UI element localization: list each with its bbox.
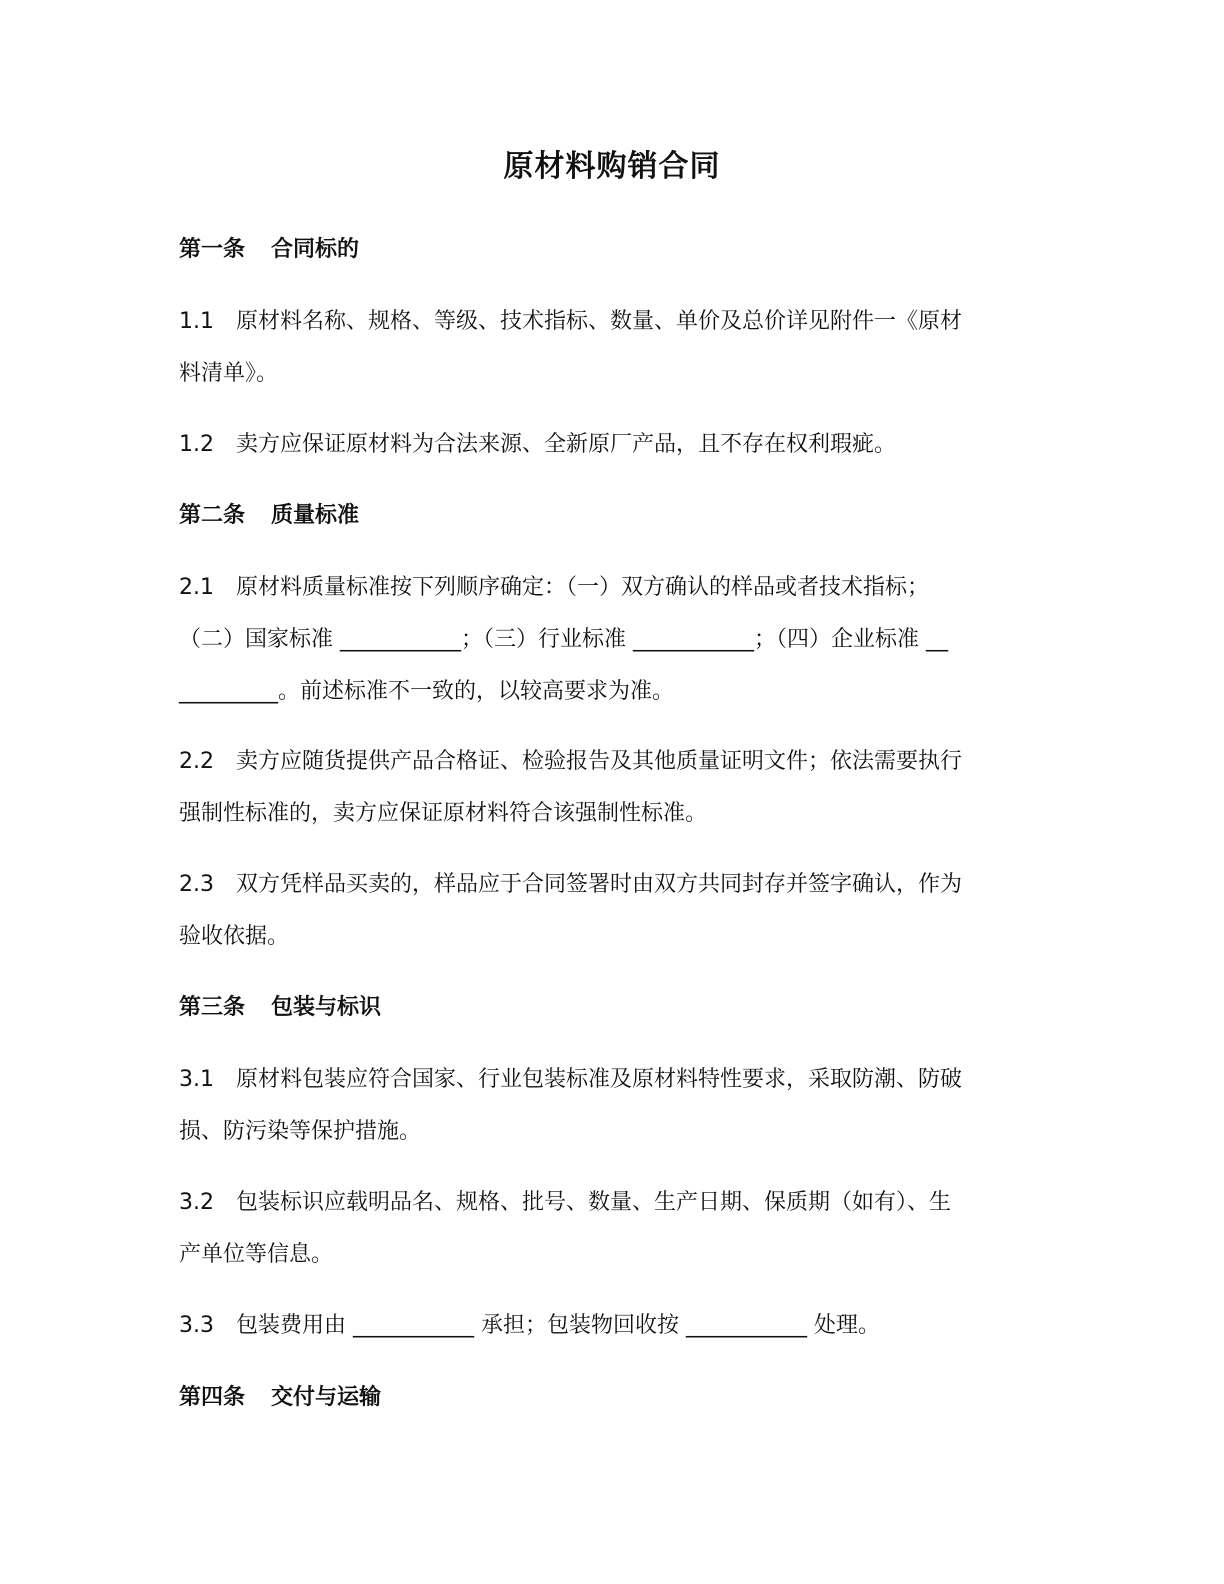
- clause-1-2: [179, 419, 1039, 471]
- clause-number: 2.3: [179, 872, 214, 897]
- clause-text: 包装标识应载明品名、规格、批号、数量、生产日期、保质期（如有）、生: [236, 1190, 952, 1215]
- clause-text: 双方凭样品买卖的，样品应于合同签署时由双方共同封存并签字确认，作为: [236, 872, 963, 897]
- clause-line: [179, 562, 1039, 614]
- clause-line: 产单位等信息。: [179, 1242, 334, 1267]
- clause-text: 原材料包装应符合国家、行业包装标准及原材料特性要求，采取防潮、防破: [236, 1067, 963, 1092]
- clause-number: 3.1: [179, 1067, 214, 1092]
- clause-line: （二）国家标准 ___________；（三）行业标准 ___________；（四）企业标准 __: [179, 627, 948, 652]
- section-title: 包装与标识: [271, 995, 382, 1020]
- document-title: 原材料购销合同: [503, 149, 721, 184]
- section-heading-2: [179, 501, 359, 531]
- section-number: 第二条: [179, 503, 246, 528]
- clause-text: 包装费用由 ___________ 承担；包装物回收按 ___________ 处理。: [236, 1313, 880, 1338]
- clause-number: 1.2: [179, 432, 214, 457]
- clause-number: 2.1: [179, 575, 214, 600]
- section-heading-1: [179, 235, 359, 265]
- section-number: 第四条: [179, 1385, 246, 1410]
- clause-1-1: [179, 296, 1039, 400]
- clause-line: 料清单》。: [179, 361, 279, 386]
- clause-line: 强制性标准的，卖方应保证原材料符合该强制性标准。: [179, 801, 708, 826]
- clause-line: [179, 1300, 1039, 1352]
- clause-text: 卖方应随货提供产品合格证、检验报告及其他质量证明文件；依法需要执行: [236, 749, 963, 774]
- section-title: 合同标的: [271, 237, 360, 262]
- clause-2-3: [179, 859, 1039, 963]
- clause-line: [179, 1054, 1039, 1106]
- clause-line: [179, 1177, 1039, 1229]
- section-number: 第一条: [179, 237, 246, 262]
- clause-number: 3.2: [179, 1190, 214, 1215]
- clause-line: [179, 296, 1039, 348]
- clause-number: 2.2: [179, 749, 214, 774]
- section-title: 质量标准: [271, 503, 360, 528]
- clause-line: _________。前述标准不一致的，以较高要求为准。: [179, 679, 675, 704]
- clause-line: [179, 419, 1039, 471]
- clause-text: 卖方应保证原材料为合法来源、全新原厂产品，且不存在权利瑕疵。: [236, 432, 897, 457]
- clause-line: 验收依据。: [179, 924, 290, 949]
- clause-line: [179, 859, 1039, 911]
- clause-2-1: [179, 562, 1039, 718]
- section-title: 交付与运输: [271, 1385, 382, 1410]
- section-number: 第三条: [179, 995, 246, 1020]
- clause-2-2: [179, 736, 1039, 840]
- section-heading-3: [179, 993, 381, 1023]
- section-heading-4: [179, 1383, 381, 1413]
- clause-line: 损、防污染等保护措施。: [179, 1119, 422, 1144]
- clause-number: 3.3: [179, 1313, 214, 1338]
- clause-3-2: [179, 1177, 1039, 1281]
- clause-text: 原材料名称、规格、等级、技术指标、数量、单价及总价详见附件一《原材: [236, 309, 963, 334]
- clause-line: [179, 736, 1039, 788]
- clause-3-1: [179, 1054, 1039, 1158]
- clause-3-3: [179, 1300, 1039, 1352]
- clause-text: 原材料质量标准按下列顺序确定：（一）双方确认的样品或者技术指标；: [236, 575, 930, 600]
- clause-number: 1.1: [179, 309, 214, 334]
